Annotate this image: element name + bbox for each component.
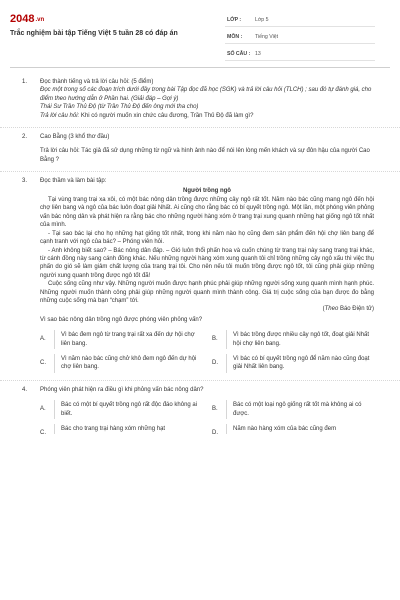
option-letter: C. bbox=[40, 359, 46, 366]
question-instruction: Đọc một trong số các đoạn trích dưới đây trong bài Tập đọc đã học (SGK) và trả lời câu hỏi (TLCH) ; sau đó tự đánh giá, cho điểm theo hướng dẫn ở Phần hai. (Giải đáp – Gợi ý) bbox=[40, 87, 372, 102]
question-number: 1. bbox=[22, 79, 28, 85]
question-prompt: Phóng viên phát hiện ra điều gì khi phỏng vấn bác nông dân? bbox=[40, 386, 204, 393]
answer-option-d[interactable] bbox=[212, 424, 374, 442]
answer-option-b[interactable] bbox=[212, 400, 374, 419]
option-letter: D. bbox=[212, 359, 218, 366]
answer-option-d[interactable] bbox=[212, 354, 374, 373]
question-1 bbox=[0, 78, 400, 120]
option-text: Vì bác có bí quyết trồng ngô để năm nào cũng đoạt giải Nhất liên bang. bbox=[226, 354, 374, 373]
meta-value: Tiếng Việt bbox=[255, 34, 279, 40]
question-number: 3. bbox=[22, 178, 28, 185]
passage-title: Người trồng ngô bbox=[183, 187, 231, 194]
option-text: Vì năm nào bác cũng chở khô đem ngô đến dự hội chợ liên bang. bbox=[54, 354, 202, 373]
passage-paragraph: - Anh không biết sao? – Bác nông dân đáp. – Gió luôn thổi phấn hoa và cuốn chúng từ trang trại này sang trang trại khác, từ cánh đồng này sang cánh đồng khác. Nếu những người hàng xóm xung quanh tôi chỉ trồng những cây ngô xấu thì việc thụ phấn do gió sẽ làm giảm chất lượng của trang trại tôi. Cho nên nếu tôi muốn trồng được ngô tốt, tôi cũng phải giúp những người xung quanh trồng được ngô tốt đã! bbox=[40, 247, 374, 279]
answer-option-c[interactable] bbox=[40, 424, 202, 442]
question-prompt: Vì sao bác nông dân trồng ngô được phóng viên phỏng vấn? bbox=[40, 316, 203, 323]
header-divider bbox=[10, 67, 390, 68]
answer-option-b[interactable] bbox=[212, 330, 374, 349]
option-letter: A. bbox=[40, 406, 46, 413]
option-letter: B. bbox=[212, 336, 218, 343]
meta-table bbox=[225, 16, 375, 67]
question-excerpt: Thái Sư Trần Thủ Độ (từ Trần Thủ Độ đến ông mới tha cho) bbox=[40, 104, 199, 111]
question-separator bbox=[0, 380, 400, 381]
option-text: Bác có một bí quyết trồng ngô rất độc đáo không ai biết. bbox=[54, 400, 202, 419]
page-title: Trắc nghiệm bài tập Tiếng Việt 5 tuần 28 có đáp án bbox=[10, 30, 178, 37]
answer-options bbox=[40, 400, 374, 442]
question-title: Đọc thầm và làm bài tập: bbox=[40, 178, 107, 185]
question-number: 4. bbox=[22, 386, 28, 393]
meta-value: Lớp 5 bbox=[255, 17, 269, 23]
passage-paragraph: - Tại sao bác lại cho họ những hạt giống tốt nhất, trong khi năm nào họ cũng đem sản phẩm đến hội chợ liên bang để cạnh tranh với ngô của bác? – Phóng viên hỏi. bbox=[40, 230, 374, 246]
option-text: Bác có một loại ngô giống rất tốt mà không ai có được. bbox=[226, 400, 374, 419]
question-3 bbox=[0, 177, 400, 373]
question-list bbox=[0, 78, 400, 442]
source-rest: Báo Điện tử) bbox=[338, 306, 374, 313]
passage-paragraph: Tại vùng trang trại xa xôi, có một bác nông dân trồng được những cây ngô rất tốt. Năm nào bác cũng mang ngô đến hội chợ liên bang và ngô của bác luôn đoạt giải Nhất. Ai cũng cho rằng bác có bí quyết trồng ngô. Một lần, một phóng viên phỏng vấn bác nông dân và phát hiện ra rằng bác cho những người hàng xóm ở trang trại xung quanh những hạt giống ngô tốt nhất của mình. bbox=[40, 197, 374, 229]
meta-key: LỚP : bbox=[227, 17, 242, 23]
option-letter: B. bbox=[212, 406, 218, 413]
page-header bbox=[0, 0, 400, 66]
logo-ext: .vn bbox=[35, 17, 45, 23]
answer-option-c[interactable] bbox=[40, 354, 202, 373]
option-text: Vì bác đem ngô từ trang trại rất xa đến dự hội chợ liên bang. bbox=[54, 330, 202, 349]
answer-option-a[interactable] bbox=[40, 330, 202, 349]
meta-row-count bbox=[225, 50, 375, 61]
question-prompt bbox=[40, 112, 374, 120]
answer-option-a[interactable] bbox=[40, 400, 202, 419]
meta-row-class bbox=[225, 16, 375, 27]
question-prompt: Trả lời câu hỏi: Tác giả đã sử dụng những từ ngữ và hình ảnh nào để nói lên lòng mến khách và sự đôn hậu của người Cao Bằng ? bbox=[40, 148, 370, 163]
meta-value: 13 bbox=[255, 51, 261, 57]
prompt-prefix: Trả lời câu hỏi: bbox=[40, 112, 80, 119]
question-2 bbox=[0, 133, 400, 164]
option-text: Vì bác trồng được nhiều cây ngô tốt, đoạt giải Nhất hội chợ liên bang. bbox=[226, 330, 374, 349]
question-title: Đọc thành tiếng và trả lời câu hỏi: (5 điểm) bbox=[40, 79, 154, 85]
logo-text: 2048 bbox=[10, 13, 35, 25]
passage-source bbox=[40, 305, 374, 313]
answer-options bbox=[40, 330, 374, 373]
option-text: Bác cho trang trại hàng xóm những hạt bbox=[54, 424, 202, 434]
question-separator bbox=[0, 171, 400, 172]
question-4 bbox=[0, 386, 400, 442]
option-letter: C. bbox=[40, 430, 46, 436]
question-separator bbox=[0, 127, 400, 128]
question-number: 2. bbox=[22, 134, 28, 141]
passage-paragraph: Cuộc sống cũng như vậy. Những người muốn được hạnh phúc phải giúp những người sống xung quanh mình hạnh phúc. Những người muốn thành công phải giúp những người quanh mình thành công. Giá trị cuộc sống của bạn được đo bằng những cuộc sống mà bạn “chạm” tới. bbox=[40, 281, 374, 304]
meta-key: MÔN : bbox=[227, 34, 243, 40]
site-logo[interactable] bbox=[10, 13, 44, 25]
option-text: Năm nào hàng xóm của bác cũng đem bbox=[226, 424, 374, 434]
question-title: Cao Bằng (3 khổ thơ đầu) bbox=[40, 134, 110, 141]
option-letter: A. bbox=[40, 336, 46, 343]
source-italic: Theo bbox=[324, 306, 339, 313]
meta-key: SỐ CÂU : bbox=[227, 51, 251, 57]
prompt-text: Khi có người muốn xin chức câu đương, Trần Thủ Độ đã làm gì? bbox=[79, 112, 254, 119]
meta-row-subject bbox=[225, 33, 375, 44]
source-prefix: ( bbox=[322, 306, 325, 313]
option-letter: D. bbox=[212, 430, 218, 436]
